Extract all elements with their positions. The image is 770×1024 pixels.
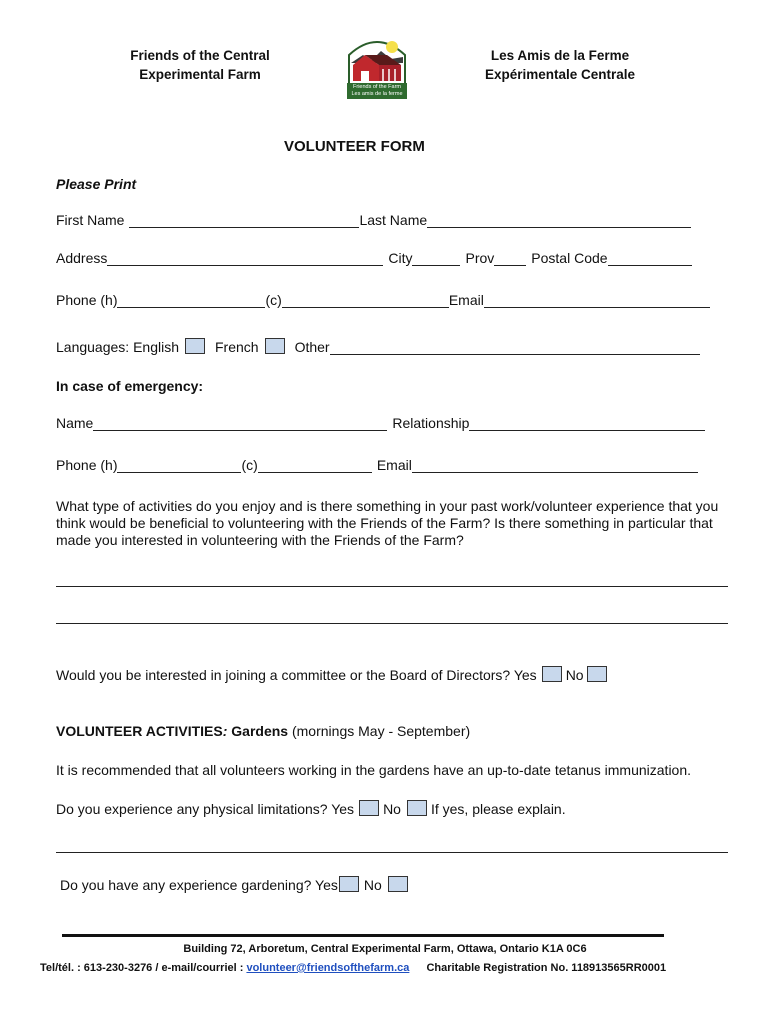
committee-no-label: No xyxy=(565,667,584,683)
answer-line-2[interactable] xyxy=(56,623,728,624)
org-name-english-line2: Experimental Farm xyxy=(139,67,261,82)
emergency-heading: In case of emergency: xyxy=(56,378,204,394)
org-name-french-line2: Expérimentale Centrale xyxy=(484,67,636,82)
footer-charity: Charitable Registration No. 118913565RR0001 xyxy=(426,962,667,974)
gardening-no-label: No xyxy=(363,877,382,893)
volunteer-activities-title: VOLUNTEER ACTIVITIES xyxy=(56,723,223,739)
limitations-explain: If yes, please explain. xyxy=(430,801,566,817)
english-checkbox[interactable] xyxy=(185,338,205,354)
committee-row xyxy=(56,666,611,683)
other-label: Other xyxy=(294,339,330,355)
footer-rule xyxy=(62,934,664,937)
relationship-label: Relationship xyxy=(392,415,470,431)
emergency-phone-home-field[interactable] xyxy=(117,458,241,473)
please-print-note: Please Print xyxy=(56,176,137,192)
gardening-no-checkbox[interactable] xyxy=(388,876,408,892)
phone-home-field[interactable] xyxy=(117,293,265,308)
email-field[interactable] xyxy=(484,293,710,308)
other-language-field[interactable] xyxy=(330,340,700,355)
phone-cell-label: (c) xyxy=(265,292,282,308)
languages-row xyxy=(56,338,700,355)
limitations-row xyxy=(56,800,566,817)
footer-email-link[interactable]: volunteer@friendsofthefarm.ca xyxy=(246,962,410,974)
emergency-email-field[interactable] xyxy=(412,458,698,473)
address-row xyxy=(56,250,692,266)
city-label: City xyxy=(388,250,413,266)
limitations-no-label: No xyxy=(383,801,401,817)
committee-yes-checkbox[interactable] xyxy=(542,666,562,682)
city-field[interactable] xyxy=(412,251,460,266)
emergency-phone-home-label: Phone (h) xyxy=(56,457,118,473)
first-name-label: First Name xyxy=(56,212,125,228)
prov-label: Prov xyxy=(465,250,495,266)
address-label: Address xyxy=(56,250,108,266)
gardens-season-note: (mornings May - September) xyxy=(291,723,471,739)
form-title: VOLUNTEER FORM xyxy=(284,138,425,155)
activities-question: What type of activities do you enjoy and is there something in your past work/volunteer experience that you think would be beneficial to volunteering with the Friends of the Farm? Is there something in particular that made you interested in volunteering with the Friends of the Farm? xyxy=(56,498,719,548)
logo-caption-line1: Friends of the Farm xyxy=(353,84,401,90)
footer-contact xyxy=(40,962,666,974)
footer-tel: Tel/tél. : 613-230-3276 / e-mail/courriel : xyxy=(40,962,247,974)
first-name-field[interactable] xyxy=(129,213,359,228)
volunteer-activities-colon: : xyxy=(222,723,228,739)
gardening-yes-checkbox[interactable] xyxy=(339,876,359,892)
emergency-name-field[interactable] xyxy=(93,416,387,431)
logo-caption xyxy=(349,84,405,98)
org-name-english-line1: Friends of the Central xyxy=(130,48,270,63)
limitations-answer-line[interactable] xyxy=(56,852,728,853)
emergency-name-label: Name xyxy=(56,415,94,431)
french-checkbox[interactable] xyxy=(265,338,285,354)
email-label: Email xyxy=(448,292,484,308)
phone-home-label: Phone (h) xyxy=(56,292,118,308)
limitations-yes-checkbox[interactable] xyxy=(359,800,379,816)
last-name-label: Last Name xyxy=(359,212,428,228)
committee-question: Would you be interested in joining a committee or the Board of Directors? Yes xyxy=(56,667,537,683)
volunteer-activities-heading xyxy=(56,723,470,739)
org-name-english xyxy=(100,46,300,84)
address-field[interactable] xyxy=(107,251,383,266)
emergency-phone-cell-field[interactable] xyxy=(258,458,372,473)
emergency-phone-cell-label: (c) xyxy=(241,457,258,473)
name-row xyxy=(56,212,691,228)
gardens-label: Gardens xyxy=(231,723,289,739)
relationship-field[interactable] xyxy=(469,416,705,431)
farm-logo xyxy=(343,33,411,101)
limitations-no-checkbox[interactable] xyxy=(407,800,427,816)
gardening-question: Do you have any experience gardening? Yes xyxy=(60,877,338,893)
prov-field[interactable] xyxy=(494,251,526,266)
gardening-row xyxy=(60,876,412,893)
emergency-email-label: Email xyxy=(376,457,412,473)
org-name-french xyxy=(460,46,660,84)
logo-caption-line2: Les amis de la ferme xyxy=(351,91,403,97)
committee-no-checkbox[interactable] xyxy=(587,666,607,682)
tetanus-note: It is recommended that all volunteers working in the gardens have an up-to-date tetanus immunization. xyxy=(56,762,692,778)
french-label: French xyxy=(215,339,259,355)
postal-code-field[interactable] xyxy=(608,251,692,266)
phone-row xyxy=(56,292,710,308)
phone-cell-field[interactable] xyxy=(282,293,449,308)
answer-line-1[interactable] xyxy=(56,586,728,587)
limitations-question: Do you experience any physical limitations? Yes xyxy=(56,801,355,817)
last-name-field[interactable] xyxy=(427,213,691,228)
emergency-name-row xyxy=(56,415,705,431)
org-name-french-line1: Les Amis de la Ferme xyxy=(490,48,630,63)
emergency-phone-row xyxy=(56,457,698,473)
postal-code-label: Postal Code xyxy=(531,250,608,266)
languages-english-label: Languages: English xyxy=(56,339,179,355)
footer-address: Building 72, Arboretum, Central Experimental Farm, Ottawa, Ontario K1A 0C6 xyxy=(183,943,587,955)
